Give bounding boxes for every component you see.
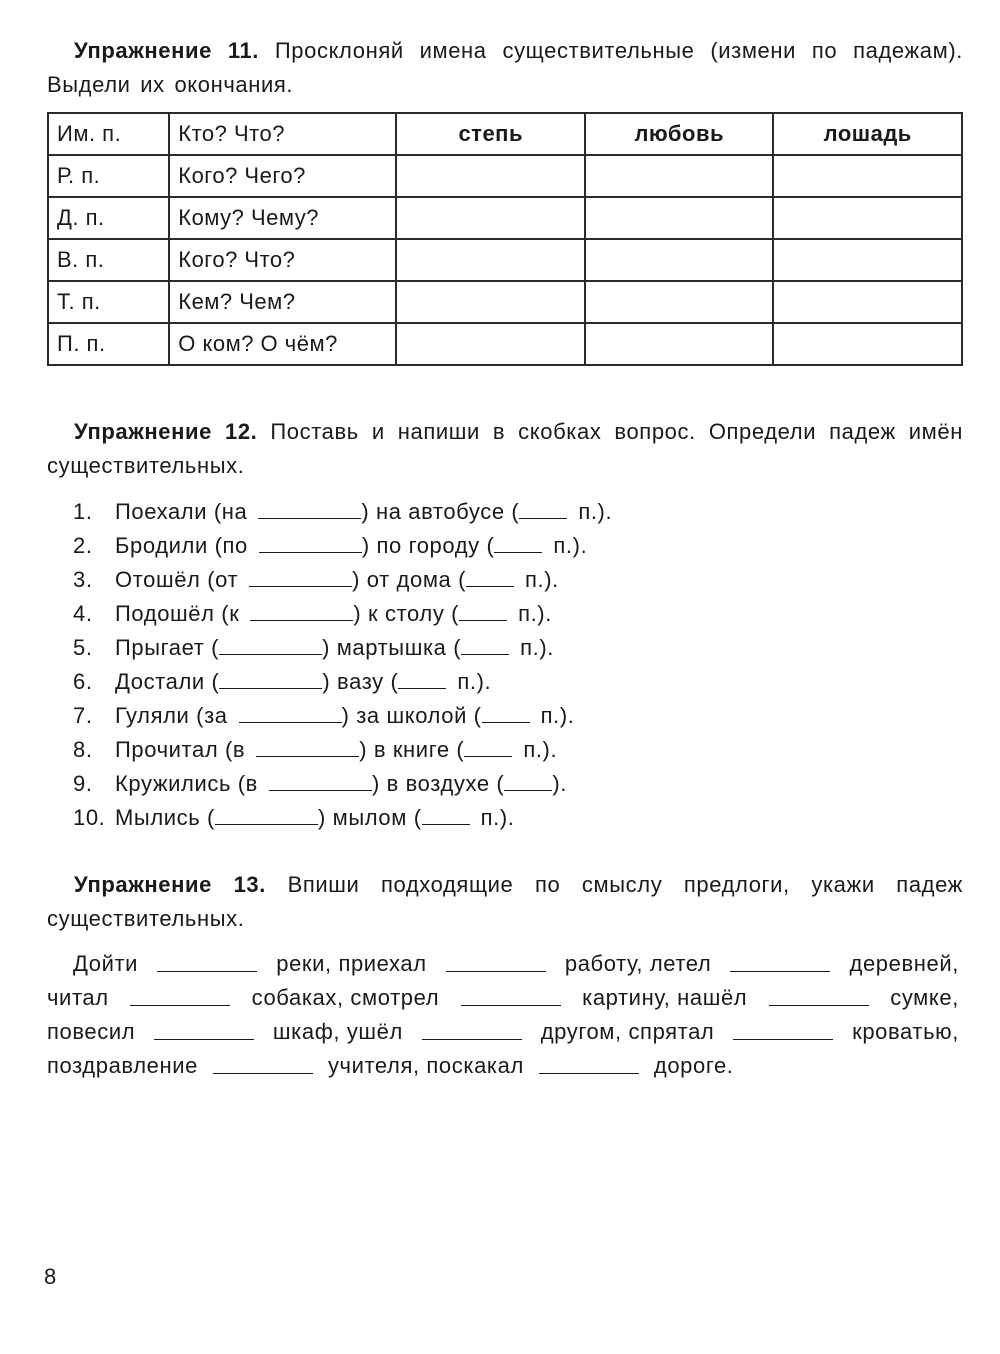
question-blank[interactable] (219, 630, 322, 655)
case-blank[interactable] (494, 528, 542, 553)
answer-cell[interactable] (585, 323, 774, 365)
text-line (47, 947, 959, 981)
exercise-11-title: Упражнение 11. (74, 38, 260, 63)
list-item (73, 596, 963, 630)
item-text-end: п.). (523, 737, 558, 762)
item-number: 7. (73, 703, 93, 728)
preposition-blank[interactable] (730, 947, 830, 972)
item-number: 9. (73, 771, 93, 796)
case-blank[interactable] (422, 800, 470, 825)
text-fragment: собаках, смотрел (251, 985, 440, 1010)
exercise-13-instruction: Впиши подходящие по смыслу предлоги, укажи падеж существительных. (47, 872, 964, 931)
declension-table (47, 112, 963, 366)
table-row (48, 113, 962, 155)
exercise-11-instruction: Просклоняй имена существительные (измени по падежам). Выдели их окончания. (47, 38, 963, 97)
item-text-start: Мылись ( (115, 805, 215, 830)
item-text-start: Поехали (на (115, 499, 248, 524)
item-text-end: п.). (520, 635, 555, 660)
list-item (73, 528, 963, 562)
item-text-end: п.). (540, 703, 575, 728)
item-number: 10. (73, 805, 106, 830)
text-fragment: картину, нашёл (582, 985, 748, 1010)
answer-cell[interactable] (396, 197, 585, 239)
noun-header-cell: лошадь (773, 113, 962, 155)
answer-cell[interactable] (585, 239, 774, 281)
exercise-13-text (47, 947, 959, 1083)
answer-cell[interactable] (396, 281, 585, 323)
item-text-start: Подошёл (к (115, 601, 240, 626)
answer-cell[interactable] (585, 155, 774, 197)
preposition-blank[interactable] (154, 1015, 254, 1040)
answer-cell[interactable] (773, 323, 962, 365)
question-blank[interactable] (250, 596, 353, 621)
text-fragment: поздравление (47, 1053, 198, 1078)
list-item (73, 664, 963, 698)
item-text-middle: ) на автобусе ( (361, 499, 520, 524)
item-number: 1. (73, 499, 93, 524)
list-item (73, 698, 963, 732)
question-blank[interactable] (256, 732, 359, 757)
item-text-start: Гуляли (за (115, 703, 228, 728)
item-number: 2. (73, 533, 93, 558)
preposition-blank[interactable] (446, 947, 546, 972)
item-text-middle: ) мылом ( (317, 805, 422, 830)
case-blank[interactable] (504, 766, 552, 791)
text-fragment: работу, летел (564, 951, 712, 976)
list-item (73, 494, 963, 528)
item-number: 5. (73, 635, 93, 660)
item-text-middle: ) в воздухе ( (371, 771, 505, 796)
case-blank[interactable] (459, 596, 507, 621)
case-name-cell: Им. п. (48, 113, 169, 155)
answer-cell[interactable] (396, 323, 585, 365)
item-text-middle: ) от дома ( (352, 567, 467, 592)
table-row (48, 323, 962, 365)
text-fragment: дороге. (653, 1053, 734, 1078)
item-text-end: п.). (525, 567, 559, 592)
question-blank[interactable] (239, 698, 342, 723)
text-fragment: повесил (47, 1019, 136, 1044)
question-blank[interactable] (269, 766, 372, 791)
question-blank[interactable] (215, 800, 318, 825)
preposition-blank[interactable] (539, 1049, 639, 1074)
text-fragment: учителя, поскакал (327, 1053, 524, 1078)
list-item (73, 562, 963, 596)
case-blank[interactable] (464, 732, 512, 757)
item-text-end: п.). (480, 805, 515, 830)
list-item (73, 732, 963, 766)
page-number: 8 (44, 1264, 57, 1289)
item-text-middle: ) к столу ( (353, 601, 460, 626)
question-blank[interactable] (219, 664, 322, 689)
exercise-12-title: Упражнение 12. (74, 419, 258, 444)
item-text-start: Кружились (в (115, 771, 258, 796)
table-row (48, 197, 962, 239)
noun-header-cell: любовь (585, 113, 774, 155)
exercise-11-heading (47, 34, 963, 102)
case-question-cell: О ком? О чём? (169, 323, 396, 365)
answer-cell[interactable] (773, 239, 962, 281)
text-line (47, 1049, 959, 1083)
table-row (48, 239, 962, 281)
text-fragment: Дойти (73, 951, 139, 976)
item-text-end: ). (552, 771, 567, 796)
item-text-end: п.). (553, 533, 588, 558)
table-row (48, 155, 962, 197)
case-name-cell: Т. п. (48, 281, 169, 323)
item-number: 8. (73, 737, 93, 762)
item-number: 6. (73, 669, 93, 694)
case-blank[interactable] (482, 698, 530, 723)
text-fragment: другом, спрятал (540, 1019, 715, 1044)
text-fragment: читал (47, 985, 109, 1010)
question-blank[interactable] (259, 528, 362, 553)
list-item (73, 766, 963, 800)
item-text-start: Бродили (по (115, 533, 248, 558)
answer-cell[interactable] (773, 197, 962, 239)
preposition-blank[interactable] (769, 981, 869, 1006)
item-text-start: Достали ( (115, 669, 220, 694)
item-text-end: п.). (457, 669, 492, 694)
text-fragment: деревней, (849, 951, 959, 976)
item-text-middle: ) вазу ( (322, 669, 399, 694)
case-blank[interactable] (398, 664, 446, 689)
text-line (47, 1015, 959, 1049)
preposition-blank[interactable] (733, 1015, 833, 1040)
exercise-13-heading (47, 868, 963, 936)
case-question-cell: Кем? Чем? (169, 281, 396, 323)
item-text-start: Отошёл (от (115, 567, 239, 592)
item-text-middle: ) мартышка ( (322, 635, 462, 660)
answer-cell[interactable] (396, 239, 585, 281)
exercise-13-title: Упражнение 13. (74, 872, 266, 897)
item-text-middle: ) за школой ( (341, 703, 482, 728)
case-question-cell: Кого? Чего? (169, 155, 396, 197)
text-fragment: шкаф, ушёл (272, 1019, 403, 1044)
preposition-blank[interactable] (461, 981, 561, 1006)
item-number: 4. (73, 601, 93, 626)
item-text-middle: ) по городу ( (361, 533, 495, 558)
case-question-cell: Кому? Чему? (169, 197, 396, 239)
answer-cell[interactable] (396, 155, 585, 197)
case-blank[interactable] (519, 494, 567, 519)
case-name-cell: В. п. (48, 239, 169, 281)
answer-cell[interactable] (585, 197, 774, 239)
case-question-cell: Кого? Что? (169, 239, 396, 281)
item-text-end: п.). (578, 499, 613, 524)
answer-cell[interactable] (585, 281, 774, 323)
item-text-start: Прочитал (в (115, 737, 246, 762)
list-item (73, 800, 963, 834)
case-question-cell: Кто? Что? (169, 113, 396, 155)
exercise-12-heading (47, 415, 963, 483)
text-fragment: сумке, (890, 985, 959, 1010)
table-row (48, 281, 962, 323)
case-name-cell: Р. п. (48, 155, 169, 197)
item-number: 3. (73, 567, 93, 592)
question-blank[interactable] (258, 494, 361, 519)
noun-header-cell: степь (396, 113, 585, 155)
exercise-12-instruction: Поставь и напиши в скобках вопрос. Определи падеж имён существительных. (47, 419, 963, 478)
question-blank[interactable] (249, 562, 352, 587)
preposition-blank[interactable] (157, 947, 257, 972)
item-text-start: Прыгает ( (115, 635, 220, 660)
preposition-blank[interactable] (130, 981, 230, 1006)
preposition-blank[interactable] (422, 1015, 522, 1040)
case-blank[interactable] (461, 630, 509, 655)
answer-cell[interactable] (773, 155, 962, 197)
case-name-cell: Д. п. (48, 197, 169, 239)
preposition-blank[interactable] (213, 1049, 313, 1074)
answer-cell[interactable] (773, 281, 962, 323)
text-line (47, 981, 959, 1015)
text-fragment: реки, приехал (276, 951, 427, 976)
list-item (73, 630, 963, 664)
text-fragment: кроватью, (852, 1019, 959, 1044)
item-text-middle: ) в книге ( (359, 737, 465, 762)
item-text-end: п.). (518, 601, 552, 626)
case-blank[interactable] (466, 562, 514, 587)
exercise-12-list (73, 494, 963, 834)
case-name-cell: П. п. (48, 323, 169, 365)
